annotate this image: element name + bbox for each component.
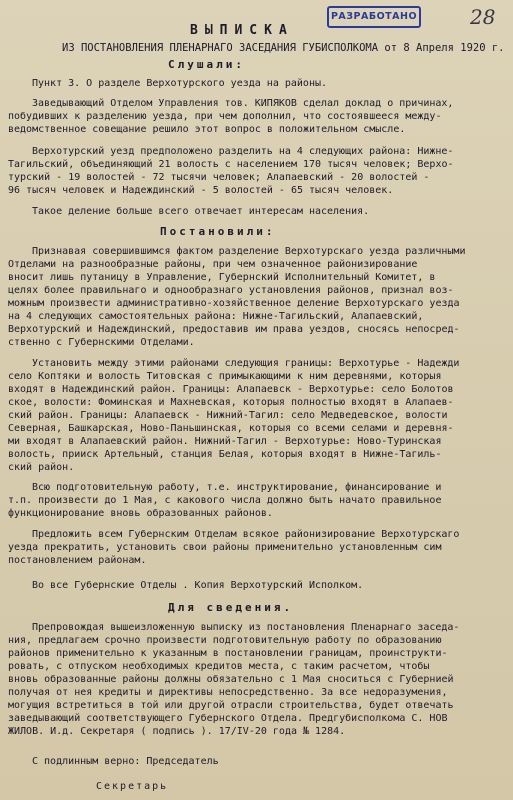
secretary-line: Секретарь (96, 781, 169, 792)
heard-line: Такое деление больше всего отвечает интересам населения. (32, 206, 370, 217)
resolved-line: Верхотурский и Надеждинский, предоставив им права уездов, сносясь непосред- (8, 324, 460, 335)
certification-line: С подлинным верно: Председатель (32, 756, 219, 767)
resolved-line: ский район. Границы: Алапаевск - Нижний-Тагил: село Медведевское, волости (8, 410, 448, 421)
heard-line: Заведывающий Отделом Управления тов. КИПЯКОВ сделал доклад о причинах, (32, 98, 454, 109)
info-line: районов применительно к указанным в постановлении границам, проинструкти- (8, 648, 448, 659)
resolved-line: на 4 следующих самостоятельных района: Нижне-Тагильский, Алапаевский, (8, 311, 424, 322)
heard-line: 96 тысяч человек и Надеждинский - 5 волостей - 65 тысяч человек. (8, 185, 394, 196)
heard-line: Верхотурский уезд предположено разделить на 4 следующих района: Нижне- (32, 146, 454, 157)
resolved-line: т.п. произвести до 1 Мая, с какового числа должно быть начато правильное (8, 495, 442, 506)
info-line: ровать, с отпуском необходимых кредитов места, с таким расчетом, чтобы (8, 661, 430, 672)
heard-line: побудивших к разделению уезда, при чем дополнил, что состоявшееся между- (8, 111, 442, 122)
resolved-line: можным произвести административно-хозяйственное деление Верхотурскаго уезда (8, 298, 460, 309)
resolved-line: Во все Губернские Отделы . Копия Верхотурский Исполком. (32, 580, 364, 591)
resolved-line: ственно с Губернскими Отделами. (8, 337, 195, 348)
resolved-heading: Постановили: (160, 225, 276, 238)
info-line: заведывающий соответствующего Губернского Отдела. Предгубисполкома С. НОВ (8, 713, 448, 724)
heard-heading: Слушали: (168, 58, 245, 71)
info-line: Препровождая вышеизложенную выписку из постановления Пленарнаго заседа- (32, 622, 460, 633)
resolved-line: ский район. (8, 462, 75, 473)
info-line: вновь образованные районы должны обязательно с 1 Мая сноситься с Губернией (8, 674, 454, 685)
resolved-line: волость, прииск Артельный, станция Белая, которыя входят в Нижне-Тагиль- (8, 449, 442, 460)
resolved-line: Установить между этими районами следующия границы: Верхотурье - Надежди (32, 358, 460, 369)
resolved-line: входят в Надеждинский район. Границы: Алапаевск - Верхотурье: село Болотов (8, 384, 454, 395)
document-subtitle: ИЗ ПОСТАНОВЛЕНИЯ ПЛЕНАРНАГО ЗАСЕДАНИЯ ГУБИСПОЛКОМА от 8 Апреля 1920 г. (62, 42, 505, 54)
resolved-line: Признавая совершившимся фактом разделение Верхотурскаго уезда различными (32, 246, 466, 257)
folio-number: 28 (470, 5, 496, 29)
resolved-line: Предложить всем Губернским Отделам всякое районизирование Верхотурскаго (32, 529, 460, 540)
stamp-developed: РАЗРАБОТАНО (327, 6, 421, 28)
heard-line: турский - 19 волостей - 72 тысячи человек; Алапаевский - 20 волостей - (8, 172, 430, 183)
resolved-line: постановлением районам. (8, 555, 147, 566)
resolved-line: ми входят в Алапаевский район. Нижний-Тагил - Верхотурье: Ново-Туринская (8, 436, 442, 447)
resolved-line: вносит лишь путаницу в Управление, Губернский Исполнительный Комитет, в (8, 272, 436, 283)
document-title: ВЫПИСКА (190, 23, 294, 38)
resolved-line: функционирование вновь образованных районов. (8, 508, 273, 519)
info-line: ния, предлагаем срочно произвести подготовительную работу по образованию (8, 635, 442, 646)
heard-line: Пункт 3. О разделе Верхотурского уезда на районы. (32, 78, 328, 89)
resolved-line: Отделами на разнообразные районы, при чем означенное районизирование (8, 259, 418, 270)
info-line: могущия встретиться в той или другой отрасли строительства, будет отвечать (8, 700, 454, 711)
resolved-line: ское, волости: Фоминская и Махневская, которыя полностью входят в Алапаев- (8, 397, 454, 408)
info-heading: Для сведения. (168, 601, 294, 614)
resolved-line: Всю подготовительную работу, т.е. инструктирование, финансирование и (32, 482, 442, 493)
resolved-line: уезда прекратить, установить свои районы применительно установленным сим (8, 542, 442, 553)
heard-line: ведомственное совещание решило этот вопрос в положительном смысле. (8, 124, 406, 135)
resolved-line: целях более правильнаго и однообразнаго установления районов, признал воз- (8, 285, 454, 296)
heard-line: Тагильский, объединяющий 21 волость с населением 170 тысяч человек; Верхо- (8, 159, 454, 170)
info-line: ЖИЛОВ. И.д. Секретаря ( подпись ). 17/IV-20 года № 1284. (8, 726, 346, 737)
resolved-line: Северная, Башкарская, Ново-Паньшинская, которыя со всеми селами и деревня- (8, 423, 454, 434)
info-line: получая от нея кредиты и директивы непосредственно. За все недоразумения, (8, 687, 448, 698)
resolved-line: село Коптяки и волость Титовская с примыкающими к ним деревнями, которыя (8, 371, 442, 382)
